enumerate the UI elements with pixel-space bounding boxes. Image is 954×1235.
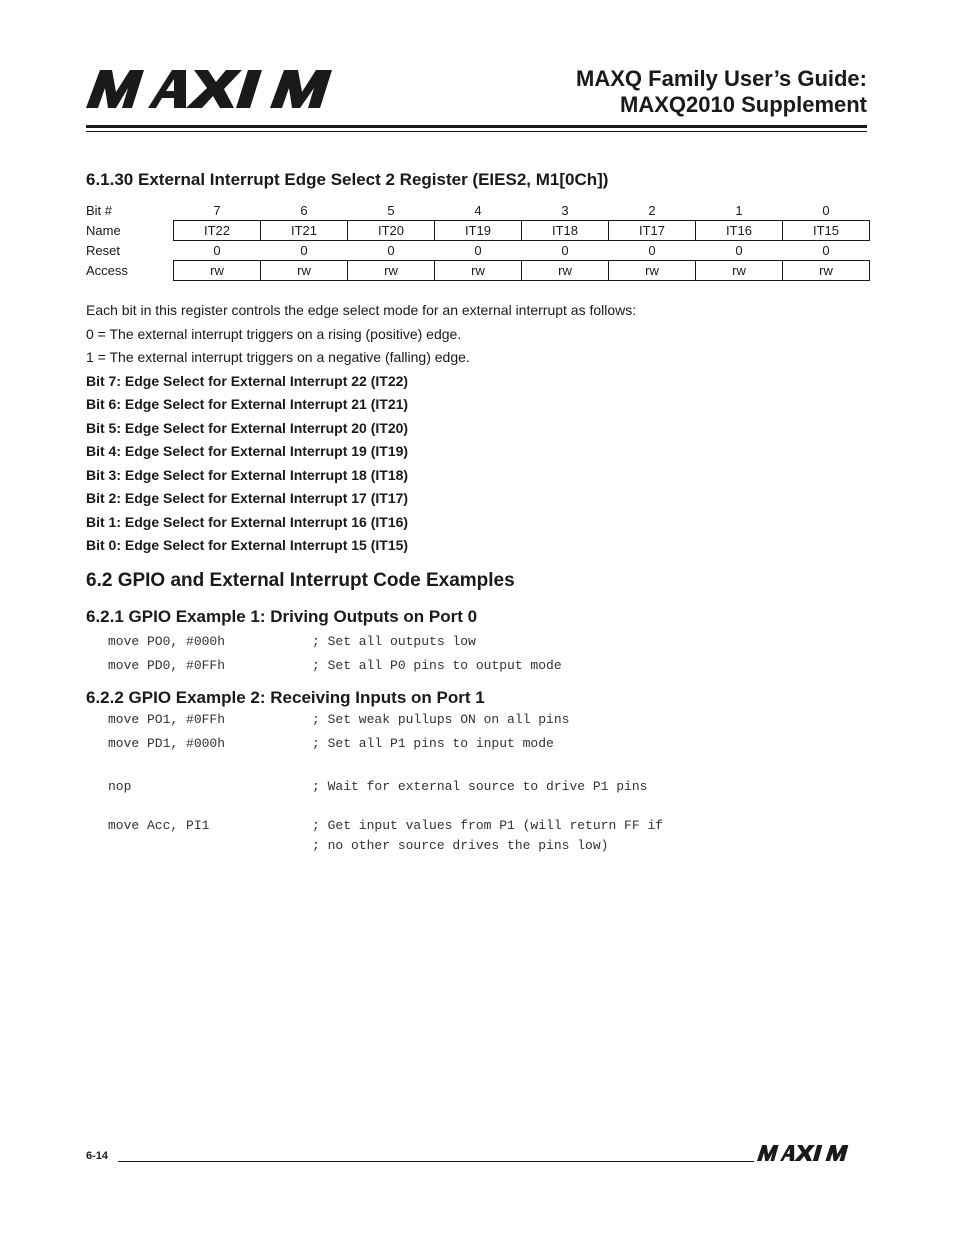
example-2-heading: 6.2.2 GPIO Example 2: Receiving Inputs on Port 1: [86, 688, 485, 707]
code-line: [108, 658, 562, 673]
bit-cell: 1: [735, 203, 743, 218]
name-cell: IT18: [522, 221, 609, 241]
code-op: move PD0, #0FFh: [108, 658, 226, 673]
example-1-heading: 6.2.1 GPIO Example 1: Driving Outputs on Port 0: [86, 607, 478, 626]
header-rule-thin: [86, 131, 867, 132]
register-table: [173, 201, 870, 281]
name-cell: IT17: [609, 221, 696, 241]
code-line: [108, 736, 554, 751]
code-line: [108, 634, 476, 649]
reset-cell: 0: [735, 243, 743, 258]
bit-cell: 0: [822, 203, 830, 218]
reset-cell: 0: [300, 243, 308, 258]
name-cell: IT22: [174, 221, 261, 241]
section-heading: 6.2 GPIO and External Interrupt Code Examples: [86, 570, 515, 591]
bit-description: Bit 7: Edge Select for External Interrupt 22 (IT22): [86, 373, 409, 389]
code-comment: ; Set all P1 pins to input mode: [312, 736, 554, 751]
bit-cell: 3: [561, 203, 569, 218]
code-op: move PD1, #000h: [108, 736, 226, 751]
row-label-access: Access: [86, 263, 128, 278]
access-cell: rw: [435, 261, 522, 281]
bit-description: Bit 6: Edge Select for External Interrupt 21 (IT21): [86, 396, 409, 412]
reset-cell: 0: [648, 243, 656, 258]
access-cell: rw: [696, 261, 783, 281]
description-rule-0: 0 = The external interrupt triggers on a rising (positive) edge.: [86, 326, 462, 342]
code-comment: ; Get input values from P1 (will return FF if: [312, 818, 664, 833]
code-line: [108, 838, 608, 853]
name-cell: IT20: [348, 221, 435, 241]
bit-description: Bit 1: Edge Select for External Interrupt 16 (IT16): [86, 514, 409, 530]
code-line: [108, 818, 663, 833]
bit-description: Bit 3: Edge Select for External Interrupt 18 (IT18): [86, 467, 409, 483]
reset-cell: 0: [213, 243, 221, 258]
bit-cell: 6: [300, 203, 308, 218]
code-op: nop: [108, 779, 132, 794]
access-cell: rw: [174, 261, 261, 281]
access-cell: rw: [783, 261, 870, 281]
page-number: 6-14: [86, 1150, 109, 1162]
bit-description: Bit 4: Edge Select for External Interrupt 19 (IT19): [86, 443, 409, 459]
register-heading: 6.1.30 External Interrupt Edge Select 2 Register (EIES2, M1[0Ch]): [86, 170, 609, 189]
name-cell: IT21: [261, 221, 348, 241]
row-label-bit: Bit #: [86, 203, 113, 218]
title-line-2: MAXQ2010 Supplement: [620, 92, 867, 117]
description-rule-1: 1 = The external interrupt triggers on a negative (falling) edge.: [86, 349, 470, 365]
code-op: move PO1, #0FFh: [108, 712, 226, 727]
code-op: move PO0, #000h: [108, 634, 226, 649]
bit-cell: 5: [387, 203, 395, 218]
maxim-logo: [86, 70, 382, 108]
header-rule: [86, 125, 867, 128]
code-comment: ; Wait for external source to drive P1 pins: [312, 779, 648, 794]
access-cell: rw: [609, 261, 696, 281]
reset-cell: 0: [561, 243, 569, 258]
reset-row: [174, 241, 870, 261]
code-comment: ; Set all outputs low: [312, 634, 476, 649]
register-row-labels: [86, 201, 174, 281]
row-label-reset: Reset: [86, 243, 120, 258]
access-row: [174, 261, 870, 281]
row-label-name: Name: [86, 223, 121, 238]
code-op: move Acc, PI1: [108, 818, 210, 833]
bit-description: Bit 0: Edge Select for External Interrupt 15 (IT15): [86, 537, 409, 553]
access-cell: rw: [261, 261, 348, 281]
reset-cell: 0: [822, 243, 830, 258]
code-comment: ; Set weak pullups ON on all pins: [312, 712, 570, 727]
bit-number-row: [174, 201, 870, 221]
bit-cell: 2: [648, 203, 656, 218]
code-comment: ; no other source drives the pins low): [312, 838, 609, 853]
description-intro: Each bit in this register controls the edge select mode for an external interrupt as follows:: [86, 302, 637, 318]
code-comment: ; Set all P0 pins to output mode: [312, 658, 562, 673]
bit-cell: 4: [474, 203, 482, 218]
footer-rule: [118, 1161, 754, 1162]
name-cell: IT16: [696, 221, 783, 241]
bit-description: Bit 5: Edge Select for External Interrupt 20 (IT20): [86, 420, 409, 436]
svg-text:MAXIM: MAXIM: [86, 70, 90, 71]
name-row: [174, 221, 870, 241]
bit-description: Bit 2: Edge Select for External Interrupt 17 (IT17): [86, 490, 409, 506]
maxim-logo-small: [757, 1145, 867, 1161]
code-line: [108, 712, 569, 727]
name-cell: IT15: [783, 221, 870, 241]
title-line-1: MAXQ Family User’s Guide:: [576, 66, 867, 91]
document-title: [576, 66, 867, 118]
reset-cell: 0: [474, 243, 482, 258]
reset-cell: 0: [387, 243, 395, 258]
name-cell: IT19: [435, 221, 522, 241]
access-cell: rw: [348, 261, 435, 281]
access-cell: rw: [522, 261, 609, 281]
bit-cell: 7: [213, 203, 221, 218]
code-line: [108, 779, 647, 794]
